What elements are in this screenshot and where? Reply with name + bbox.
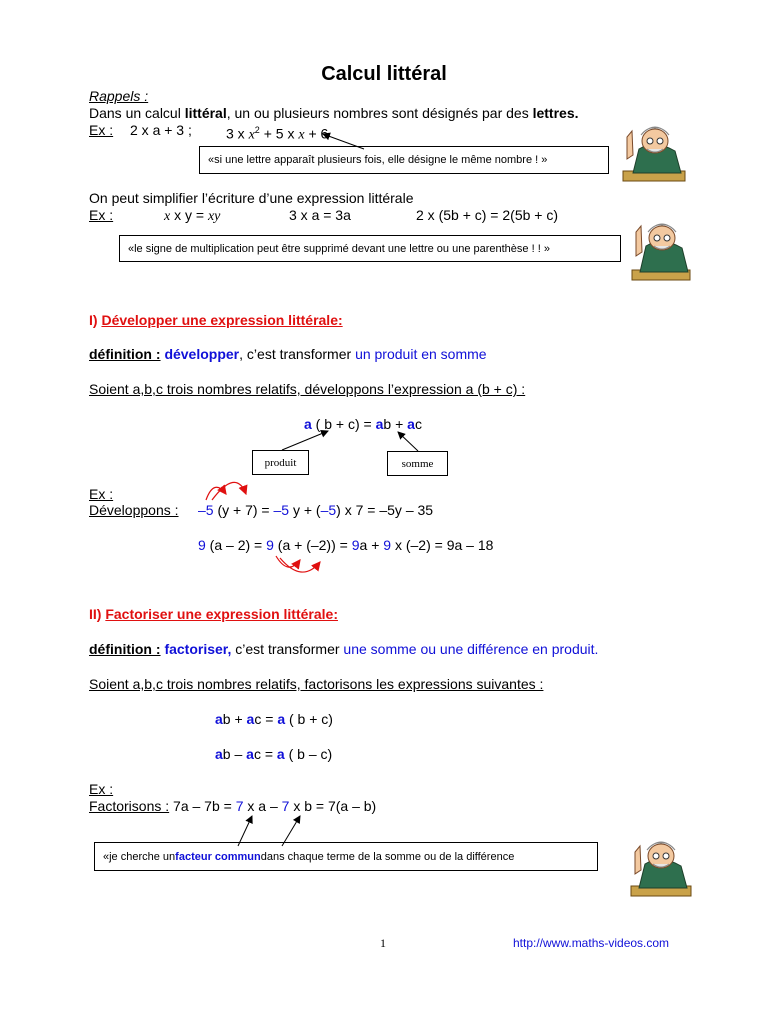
label-produit: produit xyxy=(252,450,309,475)
label-somme: somme xyxy=(387,451,448,476)
develop-example-1: –5 (y + 7) = –5 y + (–5) x 7 = –5y – 35 xyxy=(198,502,434,518)
section1-soient: Soient a,b,c trois nombres relatifs, développons l’expression a (b + c) : xyxy=(89,381,526,397)
page-number: 1 xyxy=(380,936,386,950)
example-1b: 3 x $x^2 + 5$ x x + 6 xyxy=(226,125,329,143)
ex-label: Ex : xyxy=(89,486,114,502)
quote-box-1: «si une lettre apparaît plusieurs fois, elle désigne le même nombre ! » xyxy=(199,146,609,174)
professor-icon xyxy=(627,834,697,900)
arrow-somme xyxy=(398,432,418,451)
section1-heading: I) Développer une expression littérale: xyxy=(89,312,343,328)
arrow-factor-2 xyxy=(282,816,300,846)
example-1a: 2 x a + 3 ; xyxy=(130,122,192,138)
distributive-formula: a ( b + c) = ab + ac xyxy=(304,416,422,432)
develop-example-2: 9 (a – 2) = 9 (a + (–2)) = 9a + 9 x (–2) = 9a – 18 xyxy=(198,537,494,553)
section2-heading: II) Factoriser une expression littérale: xyxy=(89,606,338,622)
section1-definition: définition : développer, c’est transformer un produit en somme xyxy=(89,346,487,362)
ex-label: Ex : xyxy=(89,781,114,797)
factor-formula-1: ab + ac = a ( b + c) xyxy=(215,711,333,727)
professor-icon xyxy=(628,212,696,284)
professor-icon xyxy=(619,119,691,185)
simplify-text: On peut simplifier l’écriture d’une expression littérale xyxy=(89,190,414,206)
developpons-label: Développons : xyxy=(89,502,179,518)
page-title: Calcul littéral xyxy=(321,63,447,85)
rappels-line1: Dans un calcul littéral, un ou plusieurs nombres sont désignés par des lettres. xyxy=(89,105,579,121)
arrow-factor-1 xyxy=(238,816,252,846)
example-2a: x x y = xy xyxy=(164,207,221,224)
factor-formula-2: ab – ac = a ( b – c) xyxy=(215,746,333,762)
red-arrow-1 xyxy=(206,487,226,500)
factor-example: Factorisons : 7a – 7b = 7 x a – 7 x b = 7(a – b) xyxy=(89,798,377,814)
quote-box-2: «le signe de multiplication peut être supprimé devant une lettre ou une parenthèse ! ! » xyxy=(119,235,621,262)
ex-label: Ex : xyxy=(89,207,114,223)
example-2b: 3 x a = 3a xyxy=(289,207,351,223)
section2-soient: Soient a,b,c trois nombres relatifs, factorisons les expressions suivantes : xyxy=(89,676,544,692)
footer-url[interactable]: http://www.maths-videos.com xyxy=(513,936,670,950)
rappels-heading: Rappels : xyxy=(89,88,149,104)
ex-label: Ex : xyxy=(89,122,114,138)
red-arrow-2 xyxy=(212,482,246,500)
arrow-to-x xyxy=(323,134,364,149)
section2-definition: définition : factoriser, c’est transformer une somme ou une différence en produit. xyxy=(89,641,599,657)
arrow-produit xyxy=(282,431,328,450)
example-2c: 2 x (5b + c) = 2(5b + c) xyxy=(416,207,559,223)
quote-box-3: «je cherche un facteur commun dans chaque terme de la somme ou de la différence xyxy=(94,842,598,871)
